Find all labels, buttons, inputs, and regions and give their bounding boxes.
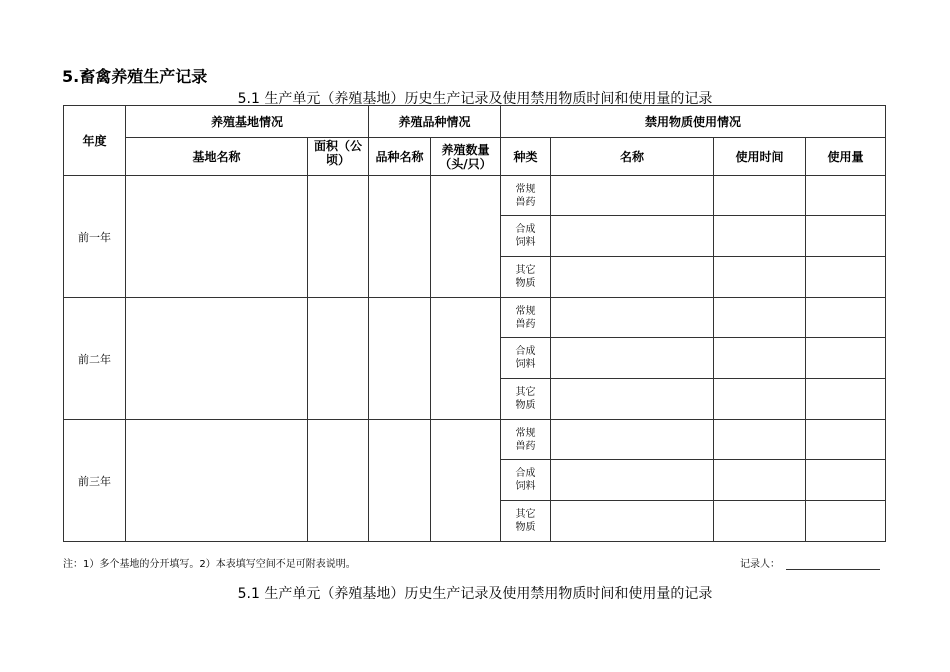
category-label: 常规兽药 xyxy=(501,176,551,216)
breed-count-cell[interactable] xyxy=(431,420,501,542)
recorder-signature-line[interactable] xyxy=(786,559,880,570)
substance-name-cell[interactable] xyxy=(551,298,714,338)
header-substance-name: 名称 xyxy=(551,138,714,176)
header-year: 年度 xyxy=(64,106,126,176)
use-time-cell[interactable] xyxy=(714,379,806,420)
category-label: 其它物质 xyxy=(501,257,551,298)
use-amount-cell[interactable] xyxy=(806,501,886,542)
header-category: 种类 xyxy=(501,138,551,176)
category-label: 其它物质 xyxy=(501,501,551,542)
use-time-cell[interactable] xyxy=(714,338,806,379)
header-substance-group: 禁用物质使用情况 xyxy=(501,106,886,138)
category-label: 常规兽药 xyxy=(501,298,551,338)
use-amount-cell[interactable] xyxy=(806,176,886,216)
category-label: 合成饲料 xyxy=(501,338,551,379)
substance-name-cell[interactable] xyxy=(551,338,714,379)
header-base-group: 养殖基地情况 xyxy=(126,106,369,138)
header-use-time: 使用时间 xyxy=(714,138,806,176)
area-cell[interactable] xyxy=(308,298,369,420)
header-base-name: 基地名称 xyxy=(126,138,308,176)
table-row xyxy=(64,420,886,460)
use-amount-cell[interactable] xyxy=(806,298,886,338)
breed-name-cell[interactable] xyxy=(369,176,431,298)
base-name-cell[interactable] xyxy=(126,176,308,298)
year-label: 前三年 xyxy=(64,420,126,542)
header-use-amount: 使用量 xyxy=(806,138,886,176)
use-amount-cell[interactable] xyxy=(806,460,886,501)
use-amount-cell[interactable] xyxy=(806,338,886,379)
use-time-cell[interactable] xyxy=(714,257,806,298)
use-time-cell[interactable] xyxy=(714,176,806,216)
use-amount-cell[interactable] xyxy=(806,257,886,298)
header-breed-group: 养殖品种情况 xyxy=(369,106,501,138)
substance-name-cell[interactable] xyxy=(551,420,714,460)
table-row xyxy=(64,176,886,216)
substance-name-cell[interactable] xyxy=(551,216,714,257)
header-breed-name: 品种名称 xyxy=(369,138,431,176)
year-label: 前一年 xyxy=(64,176,126,298)
substance-name-cell[interactable] xyxy=(551,176,714,216)
table-title-repeat: 5.1 生产单元（养殖基地）历史生产记录及使用禁用物质时间和使用量的记录 xyxy=(237,586,713,602)
header-breed-count: 养殖数量（头/只） xyxy=(431,138,501,176)
use-time-cell[interactable] xyxy=(714,298,806,338)
category-label: 常规兽药 xyxy=(501,420,551,460)
use-amount-cell[interactable] xyxy=(806,216,886,257)
header-area: 面积（公顷） xyxy=(308,138,369,176)
base-name-cell[interactable] xyxy=(126,298,308,420)
section-title: 5.畜禽养殖生产记录 xyxy=(62,67,208,86)
substance-name-cell[interactable] xyxy=(551,257,714,298)
breed-name-cell[interactable] xyxy=(369,420,431,542)
substance-name-cell[interactable] xyxy=(551,379,714,420)
production-record-table xyxy=(63,105,886,542)
recorder-field xyxy=(740,555,880,570)
table-title: 5.1 生产单元（养殖基地）历史生产记录及使用禁用物质时间和使用量的记录 xyxy=(237,91,713,107)
use-amount-cell[interactable] xyxy=(806,420,886,460)
area-cell[interactable] xyxy=(308,176,369,298)
use-time-cell[interactable] xyxy=(714,216,806,257)
use-amount-cell[interactable] xyxy=(806,379,886,420)
category-label: 其它物质 xyxy=(501,379,551,420)
substance-name-cell[interactable] xyxy=(551,501,714,542)
recorder-label: 记录人： xyxy=(740,559,780,570)
use-time-cell[interactable] xyxy=(714,460,806,501)
breed-name-cell[interactable] xyxy=(369,298,431,420)
table-row xyxy=(64,298,886,338)
substance-name-cell[interactable] xyxy=(551,460,714,501)
use-time-cell[interactable] xyxy=(714,420,806,460)
footnote: 注：1）多个基地的分开填写。2）本表填写空间不足可附表说明。 xyxy=(63,559,356,570)
category-label: 合成饲料 xyxy=(501,216,551,257)
category-label: 合成饲料 xyxy=(501,460,551,501)
breed-count-cell[interactable] xyxy=(431,176,501,298)
breed-count-cell[interactable] xyxy=(431,298,501,420)
use-time-cell[interactable] xyxy=(714,501,806,542)
base-name-cell[interactable] xyxy=(126,420,308,542)
year-label: 前二年 xyxy=(64,298,126,420)
area-cell[interactable] xyxy=(308,420,369,542)
